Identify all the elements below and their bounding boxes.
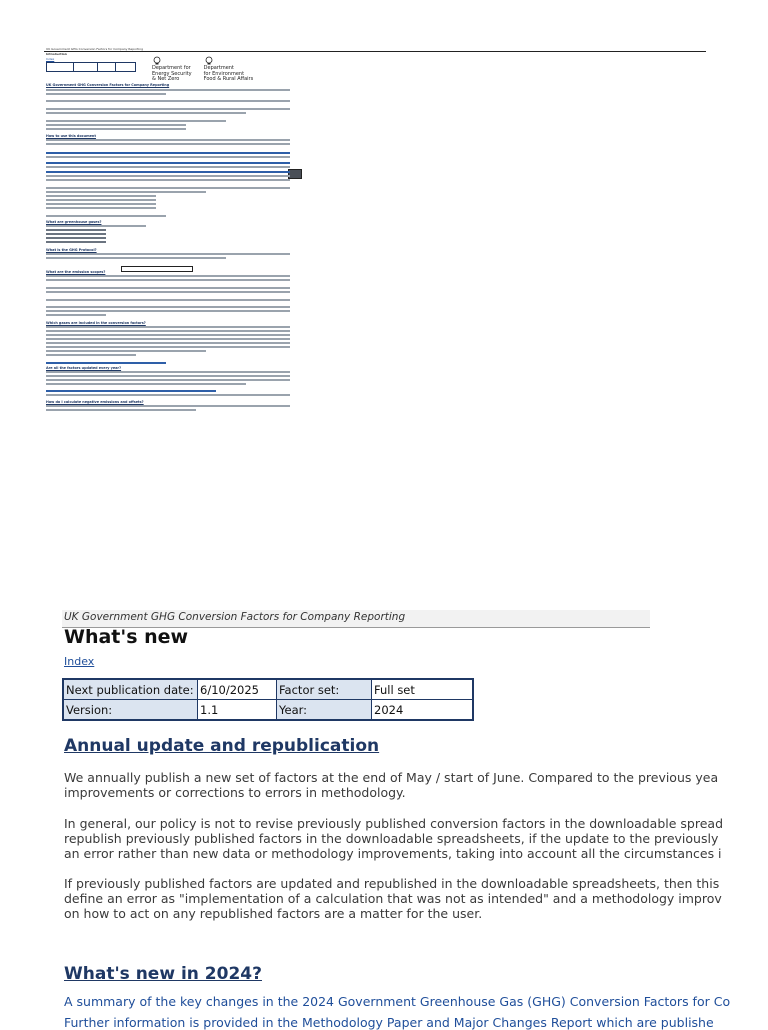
page-title: What's new [64,626,189,648]
thumbnail-text-line [46,371,290,373]
thumbnail-text-line [46,257,226,259]
thumbnail-text-line [46,306,290,308]
thumbnail-text-line [46,390,216,392]
thumbnail-text-line [46,383,246,385]
thumbnail-text-line [46,207,156,209]
thumbnail-text-line [46,175,290,177]
thumbnail-text-line [46,120,226,122]
version-value[interactable]: 1.1 [198,700,277,721]
thumbnail-heading: What are the emission scopes? [46,270,106,274]
annual-update-paragraph-2: In general, our policy is not to revise previously published conversion factors in the downloadable spread republish previously published factors in the downloadable spreadsheets, if the update to the previously an error rather than new data or methodology improvements, taking into account all the circumstances i [64,816,724,861]
thumbnail-text-line [46,112,246,114]
thumbnail-text-line [46,287,290,289]
whats-new-2024-heading: What's new in 2024? [64,964,262,984]
thumbnail-heading: What is the GHG Protocol? [46,248,97,252]
thumbnail-text-line [46,279,290,281]
whats-new-2024-paragraph-1: A summary of the key changes in the 2024 Government Greenhouse Gas (GHG) Conversion Factors for Co [64,994,731,1009]
thumbnail-text-line [46,199,156,201]
thumbnail-text-line [46,93,166,95]
thumbnail-text-line [46,379,290,381]
thumbnail-button [288,169,302,179]
thumbnail-heading: Which gases are included in the conversion factors? [46,321,146,325]
thumbnail-text-line [46,203,156,205]
annual-update-heading: Annual update and republication [64,736,380,756]
year-value[interactable]: 2024 [372,700,474,721]
thumbnail-rule [44,51,706,52]
thumbnail-text-line [46,229,106,231]
thumbnail-breadcrumb: UK Government GHG Conversion Factors for Company Reporting [46,47,143,51]
zoomed-sheet [0,600,768,1030]
thumbnail-text-line [46,162,290,164]
thumbnail-text-line [46,143,290,145]
thumbnail-heading: How to use this document [46,134,96,138]
thumbnail-text-line [46,100,290,102]
factor-set-label: Factor set: [277,679,372,700]
desnz-logo: Department for Energy Security & Net Zero [152,56,192,83]
thumbnail-text-line [46,275,290,277]
thumbnail-text-line [46,338,290,340]
thumbnail-text-line [46,253,290,255]
thumbnail-heading: What are greenhouse gases? [46,220,102,224]
thumbnail-text-line [46,409,196,411]
year-label: Year: [277,700,372,721]
table-row [63,679,473,700]
thumbnail-index-link[interactable]: Index [46,57,55,61]
thumbnail-text-line [46,326,290,328]
thumbnail-text-line [46,330,290,332]
thumbnail-heading: Are all the factors updated every year? [46,366,122,370]
thumbnail-text-line [46,179,290,181]
thumbnail-text-line [46,108,290,110]
thumbnail-heading: UK Government GHG Conversion Factors for Company Reporting [46,83,170,87]
table-row [63,700,473,721]
index-link[interactable]: Index [64,655,95,668]
whats-new-2024-paragraph-2: Further information is provided in the Methodology Paper and Major Changes Report which are publishe [64,1015,714,1030]
crest-icon [204,56,214,65]
next-publication-value[interactable]: 6/10/2025 [198,679,277,700]
thumbnail-text-line [46,342,290,344]
thumbnail-text-line [46,299,290,301]
info-table [62,678,474,721]
thumbnail-text-line [46,191,206,193]
thumbnail-intro-title: Introduction [46,52,67,56]
thumbnail-text-line [46,195,156,197]
thumbnail-text-line [46,346,290,348]
thumbnail-logos [152,56,253,83]
thumbnail-text-line [46,171,290,173]
thumbnail-heading: How do I calculate negative emissions and offsets? [46,400,144,404]
thumbnail-text-line [46,362,166,364]
thumbnail-text-line [46,128,186,130]
thumbnail-input-box [121,266,193,272]
thumbnail-info-table [46,62,136,72]
thumbnail-text-line [46,334,290,336]
header-breadcrumb: UK Government GHG Conversion Factors for Company Reporting [64,611,406,623]
defra-logo: Department for Environment Food & Rural Affairs [204,56,254,83]
crest-icon [152,56,162,65]
thumbnail-text-line [46,291,290,293]
thumbnail-text-line [46,354,136,356]
thumbnail-text-line [46,225,146,227]
thumbnail-text-line [46,89,290,91]
thumbnail-text-line [46,237,106,239]
annual-update-paragraph-1: We annually publish a new set of factors at the end of May / start of June. Compared to the previous yea improvements or corrections to errors in methodology. [64,770,719,800]
thumbnail-text-line [46,233,106,235]
thumbnail-text-line [46,310,290,312]
thumbnail-text-line [46,241,106,243]
thumbnail-text-line [46,156,290,158]
thumbnail-text-line [46,187,290,189]
factor-set-value[interactable]: Full set [372,679,474,700]
thumbnail-text-line [46,124,186,126]
thumbnail-text-line [46,350,206,352]
sheet-thumbnail [44,44,706,424]
thumbnail-text-line [46,152,290,154]
next-publication-label: Next publication date: [63,679,198,700]
thumbnail-text-line [46,394,290,396]
thumbnail-text-line [46,139,290,141]
thumbnail-text-line [46,375,290,377]
thumbnail-text-line [46,405,290,407]
thumbnail-text-line [46,166,290,168]
thumbnail-text-line [46,215,166,217]
annual-update-paragraph-3: If previously published factors are updated and republished in the downloadable spreadsheets, then this define an error as "implementation of a calculation that was not as intended" and a methodology improv on how to act on any republished factors are a matter for the user. [64,876,722,921]
thumbnail-text-line [46,314,106,316]
version-label: Version: [63,700,198,721]
